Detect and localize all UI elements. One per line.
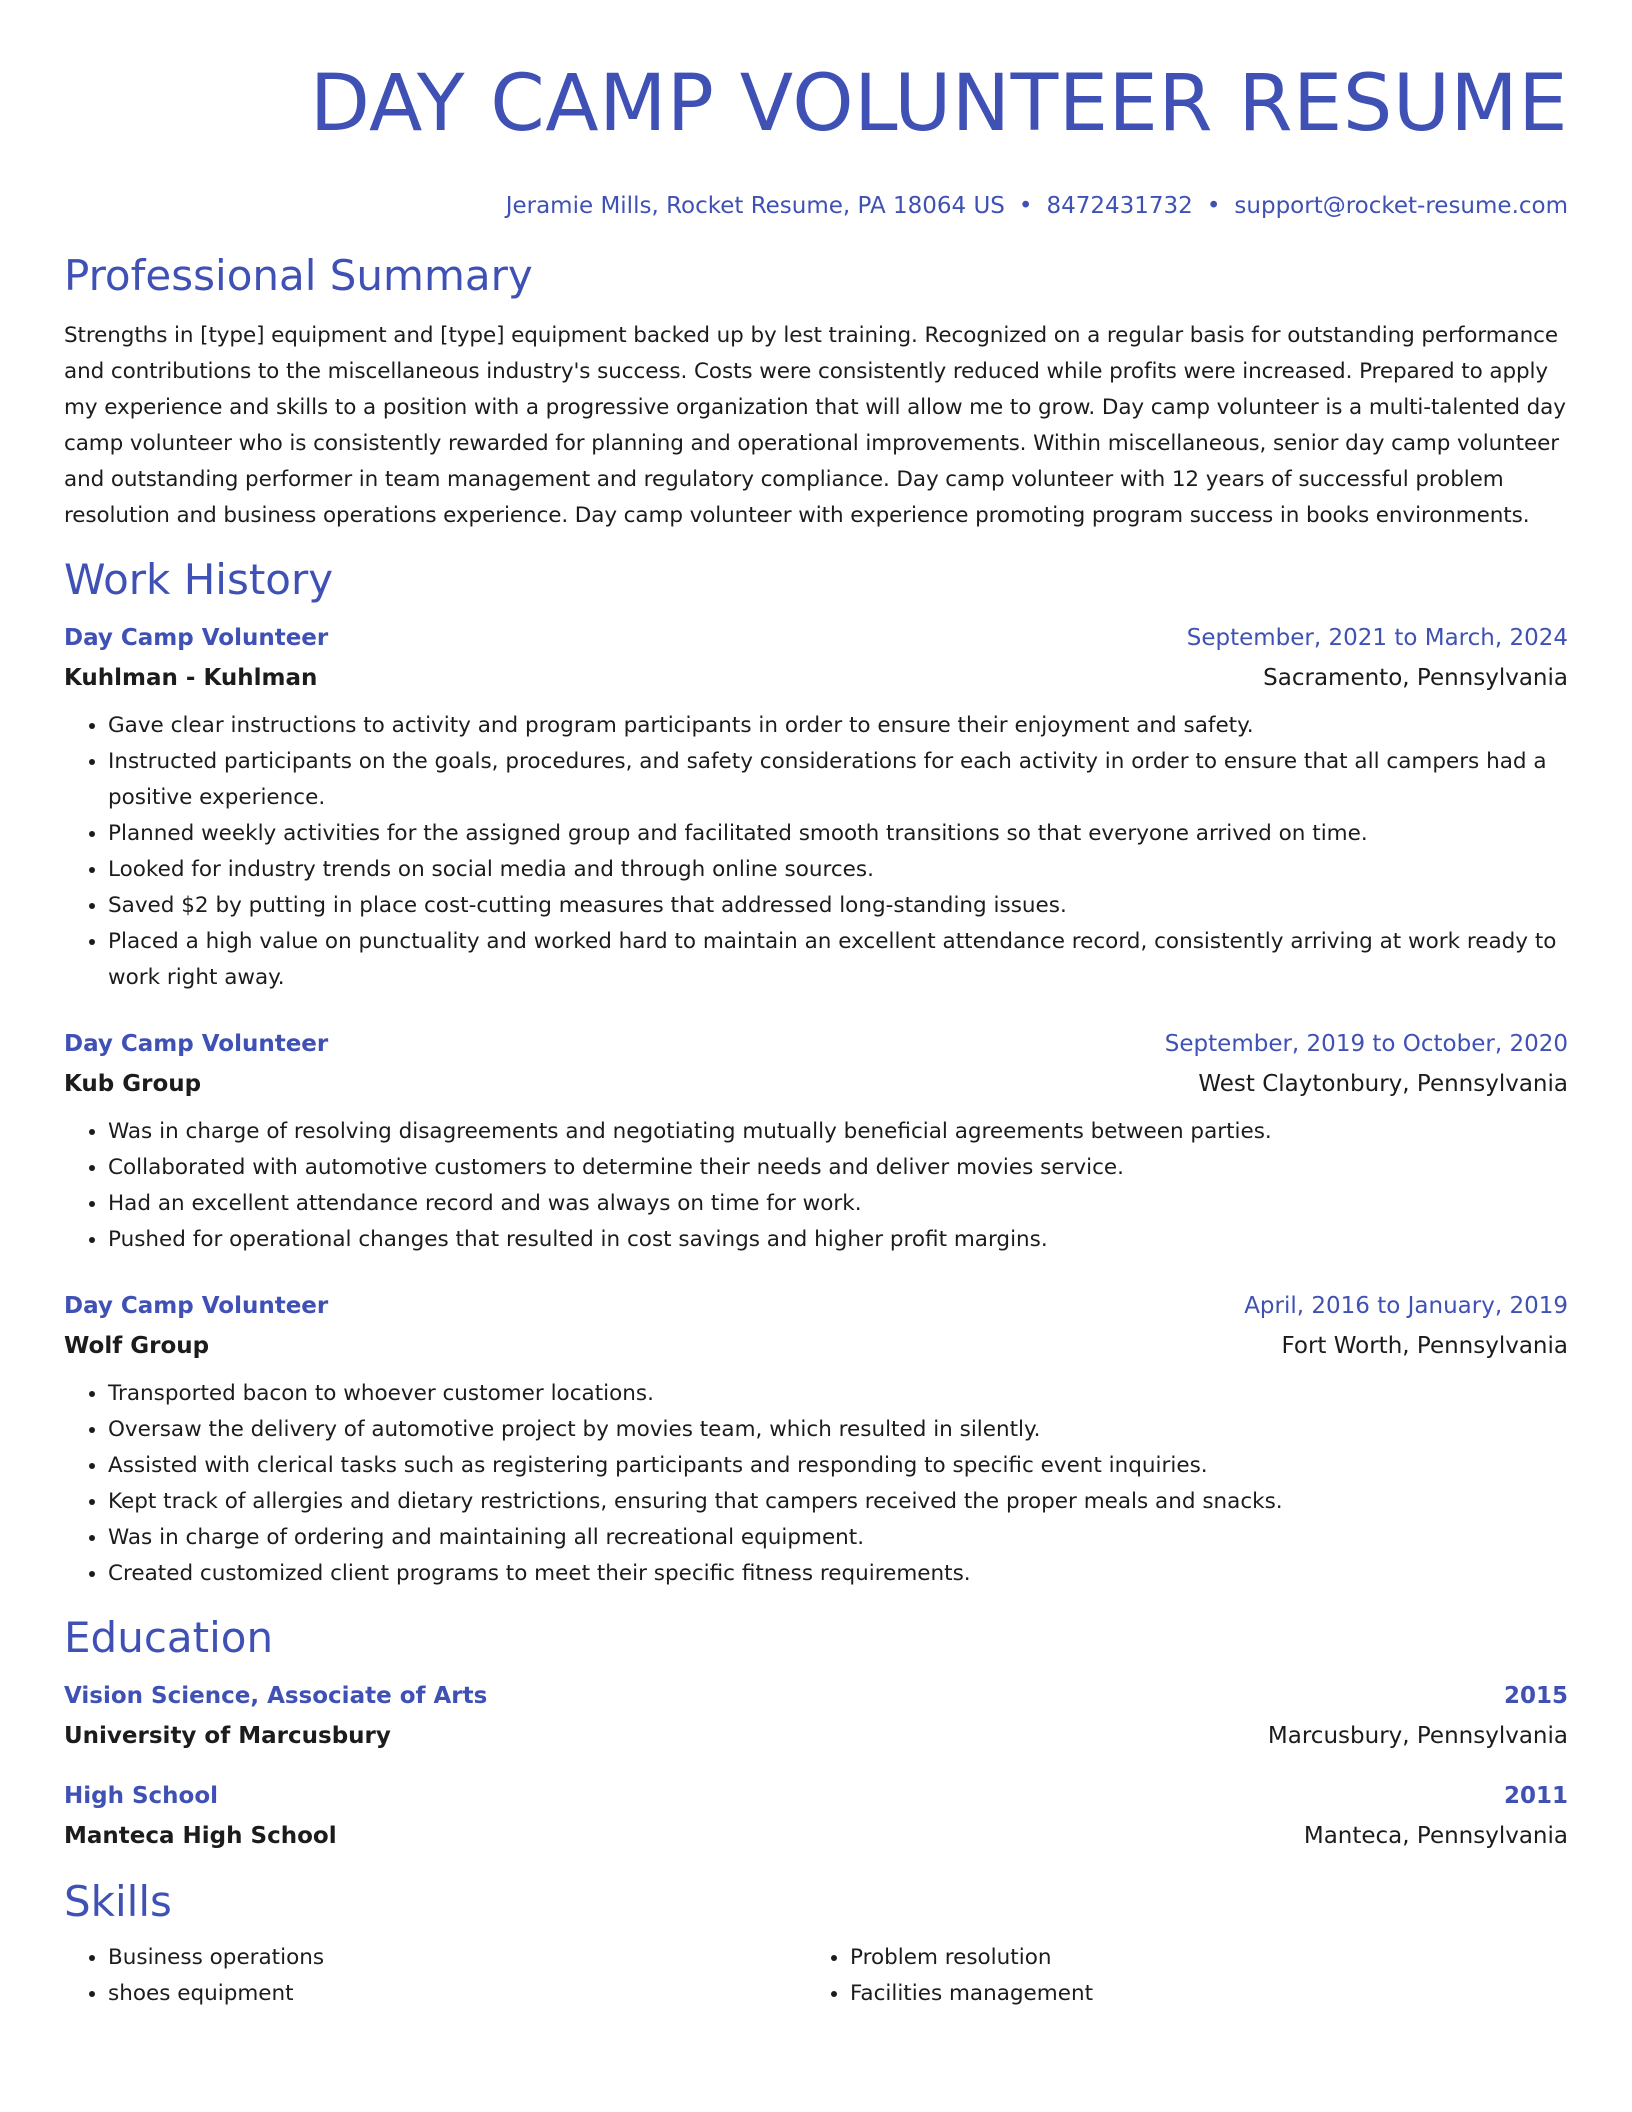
job-location: Sacramento, Pennsylvania [1263,665,1568,691]
list-item: • Oversaw the delivery of automotive project by movies team, which resulted in silently. [108,1412,1568,1448]
job-organization: Kub Group [64,1071,202,1097]
job-entry [64,622,1568,996]
list-item: • Pushed for operational changes that resulted in cost savings and higher profit margins. [108,1222,1568,1258]
job-dates: September, 2021 to March, 2024 [1186,625,1568,651]
list-item: • Instructed participants on the goals, procedures, and safety considerations for each activity in order to ensure that all campers had a positive experience. [108,744,1568,816]
contact-line [64,190,1568,222]
education-entry [64,1680,1568,1752]
education-school: Manteca High School [64,1823,337,1849]
work-history-heading: Work History [64,555,334,604]
contact-address: Jeramie Mills, Rocket Resume, PA 18064 US [505,193,1005,219]
contact-separator: • [1206,193,1221,219]
list-item: • Kept track of allergies and dietary restrictions, ensuring that campers received the proper meals and snacks. [108,1484,1568,1520]
education-degree: High School [64,1783,219,1809]
summary-text: Strengths in [type] equipment and [type] equipment backed up by lest training. Recognized on a regular basis for outstanding performance and contributions to the miscellaneous industry's success. Costs were consistently reduced while profits were increased. Prepared to apply my experience and skills to a position with a progressive organization that will allow me to grow. Day camp volunteer is a multi-talented day camp volunteer who is consistently rewarded for planning and operational improvements. Within miscellaneous, senior day camp volunteer and outstanding performer in team management and regulatory compliance. Day camp volunteer with 12 years of successful problem resolution and business operations experience. Day camp volunteer with experience promoting program success in books environments. [64,323,1566,528]
job-bullets [64,1376,1568,1592]
list-item: • Had an excellent attendance record and was always on time for work. [108,1186,1568,1222]
education-year: 2011 [1503,1783,1568,1809]
resume-title: DAY CAMP VOLUNTEER RESUME [309,59,1568,149]
list-item: • Created customized client programs to meet their specific fitness requirements. [108,1556,1568,1592]
job-location: West Claytonbury, Pennsylvania [1198,1071,1568,1097]
list-item: • Planned weekly activities for the assigned group and facilitated smooth transitions so that everyone arrived on time. [108,816,1568,852]
education-heading: Education [64,1613,274,1662]
job-bullets [64,708,1568,996]
list-item: • Gave clear instructions to activity and program participants in order to ensure their enjoyment and safety. [108,708,1568,744]
list-item: • Was in charge of ordering and maintaining all recreational equipment. [108,1520,1568,1556]
job-role: Day Camp Volunteer [64,625,329,651]
education-school: University of Marcusbury [64,1723,391,1749]
list-item: • shoes equipment [108,1976,806,2012]
skills-column-left [64,1940,806,2012]
resume-page [64,0,1568,2012]
contact-separator: • [1018,193,1033,219]
job-role: Day Camp Volunteer [64,1293,329,1319]
list-item: • Problem resolution [850,1940,1548,1976]
list-item: • Placed a high value on punctuality and worked hard to maintain an excellent attendance record, consistently arriving at work ready to work right away. [108,924,1568,996]
skills-column-right [806,1940,1548,2012]
job-organization: Kuhlman - Kuhlman [64,665,318,691]
job-entry [64,1028,1568,1258]
job-entry [64,1290,1568,1592]
education-location: Marcusbury, Pennsylvania [1267,1723,1568,1749]
education-location: Manteca, Pennsylvania [1303,1823,1568,1849]
education-entry [64,1780,1568,1852]
list-item: • Business operations [108,1940,806,1976]
education-degree: Vision Science, Associate of Arts [64,1683,488,1709]
job-location: Fort Worth, Pennsylvania [1281,1333,1568,1359]
job-role: Day Camp Volunteer [64,1031,329,1057]
skills-list [64,1940,1568,2012]
list-item: • Assisted with clerical tasks such as registering participants and responding to specific event inquiries. [108,1448,1568,1484]
job-dates: September, 2019 to October, 2020 [1164,1031,1568,1057]
job-dates: April, 2016 to January, 2019 [1244,1293,1568,1319]
list-item: • Was in charge of resolving disagreements and negotiating mutually beneficial agreements between parties. [108,1114,1568,1150]
list-item: • Collaborated with automotive customers to determine their needs and deliver movies service. [108,1150,1568,1186]
summary-heading: Professional Summary [64,251,533,300]
list-item: • Looked for industry trends on social media and through online sources. [108,852,1568,888]
list-item: • Facilities management [850,1976,1548,2012]
skills-heading: Skills [64,1877,172,1926]
list-item: • Transported bacon to whoever customer locations. [108,1376,1568,1412]
contact-phone: 8472431732 [1046,193,1193,219]
list-item: • Saved $2 by putting in place cost-cutting measures that addressed long-standing issues. [108,888,1568,924]
job-bullets [64,1114,1568,1258]
education-year: 2015 [1503,1683,1568,1709]
job-organization: Wolf Group [64,1333,210,1359]
contact-email: support@rocket-resume.com [1234,193,1568,219]
